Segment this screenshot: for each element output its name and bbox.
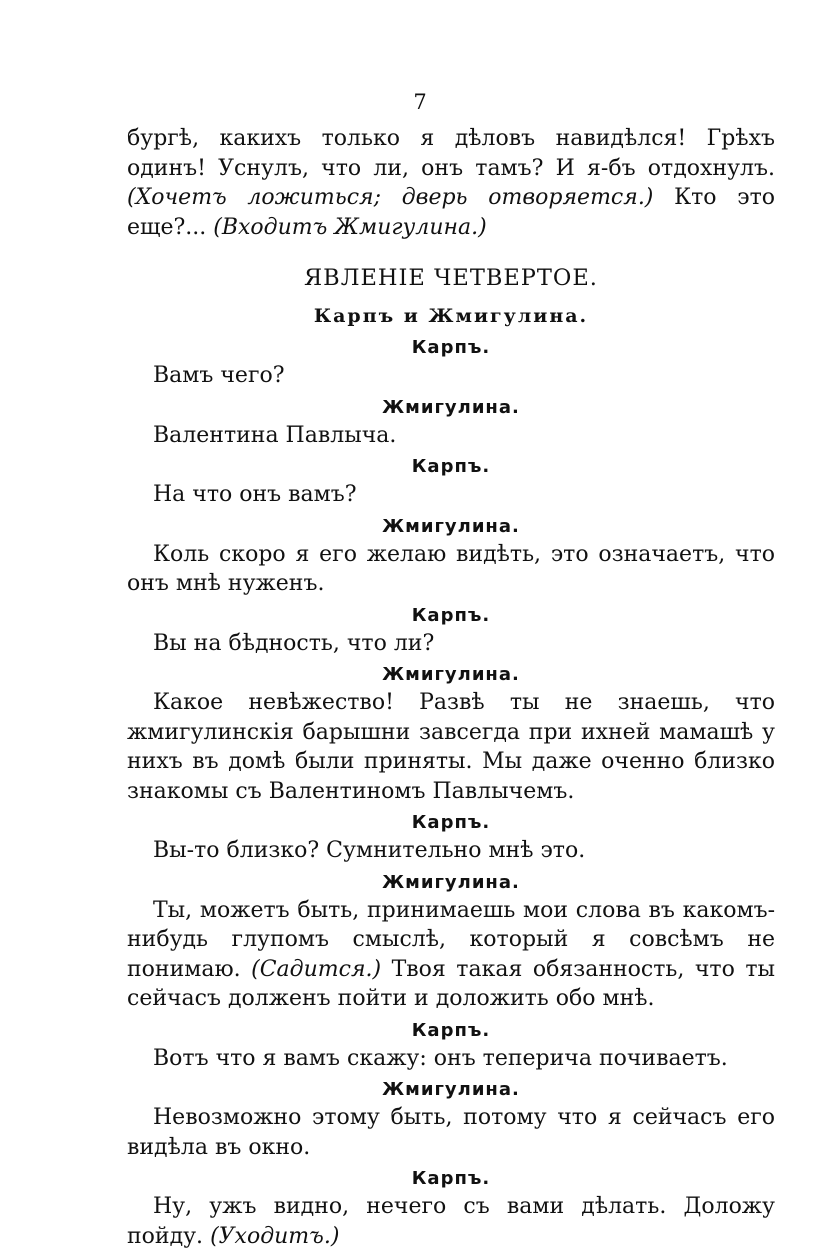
page-number: 7 xyxy=(413,90,427,114)
dialogue-line: Вы на бѣдность, что ли? xyxy=(153,630,435,656)
speaker-name: Жмигулина. xyxy=(382,515,520,537)
speaker-name: Карпъ. xyxy=(411,812,491,833)
stage-direction: (Входитъ Жмигулина.) xyxy=(213,214,487,240)
dialogue-text: Ты, можетъ быть, принимаешь мои слова въ какомъ-нибудь глупомъ смыслѣ, который я совсѣмъ не понимаю. xyxy=(127,897,775,982)
stage-direction: (Уходитъ.) xyxy=(210,1223,340,1249)
speaker-name: Жмигулина. xyxy=(382,396,520,418)
speaker-name: Жмигулина. xyxy=(382,664,520,685)
dialogue-line: Коль скоро я его желаю видѣть, это означаетъ, что онъ мнѣ нуженъ. xyxy=(127,541,775,596)
dialogue-line: Невозможно этому быть, потому что я сейчасъ его видѣла въ окно. xyxy=(127,1105,775,1160)
dialogue-line: Вамъ чего? xyxy=(153,363,285,388)
speaker-name: Жмигулина. xyxy=(382,1079,520,1100)
speaker-name: Карпъ. xyxy=(411,456,491,477)
stage-direction: (Садится.) xyxy=(251,956,382,982)
dialogue-line: Валентина Павлыча. xyxy=(153,422,397,448)
dialogue-line: На что онъ вамъ? xyxy=(153,482,357,507)
opening-text: бургѣ, какихъ только я дѣловъ навидѣлся! Грѣхъ одинъ! Уснулъ, что ли, онъ тамъ? И я-бъ отдохнулъ. xyxy=(127,126,775,181)
speaker-name: Жмигулина. xyxy=(382,871,520,893)
dialogue-line: Вотъ что я вамъ скажу: онъ теперича почиваетъ. xyxy=(153,1045,728,1071)
dialogue-line xyxy=(127,1192,775,1251)
speaker-name: Карпъ. xyxy=(411,604,491,626)
cast-list: Карпъ и Жмигулина. xyxy=(313,304,589,327)
page-body xyxy=(127,124,775,1251)
opening-paragraph xyxy=(127,124,775,242)
speaker-name: Карпъ. xyxy=(411,337,491,358)
stage-direction: (Хочетъ ложиться; дверь отворяется.) xyxy=(127,185,654,210)
speaker-name: Карпъ. xyxy=(411,1019,491,1041)
dialogue-text: Твоя такая обязанность, что ты сейчасъ долженъ пойти и доложить обо мнѣ. xyxy=(127,956,776,1011)
opening-text: Кто это еще?... xyxy=(127,185,776,240)
dialogue-line: Вы-то близко? Сумнительно мнѣ это. xyxy=(153,838,586,863)
speaker-name: Карпъ. xyxy=(411,1168,491,1189)
dialogue-line: Какое невѣжество! Развѣ ты не знаешь, что жмигулинскія барышни завсегда при ихней мамашѣ у нихъ въ домѣ были приняты. Мы даже оченно близко знакомы съ Валентиномъ Павлычемъ. xyxy=(127,690,775,804)
dialogue-text: Ну, ужъ видно, нечего съ вами дѣлать. Доложу пойду. xyxy=(127,1194,775,1249)
scene-title: ЯВЛЕНІЕ ЧЕТВЕРТОЕ. xyxy=(304,265,598,291)
dialogue-line xyxy=(127,896,775,1014)
